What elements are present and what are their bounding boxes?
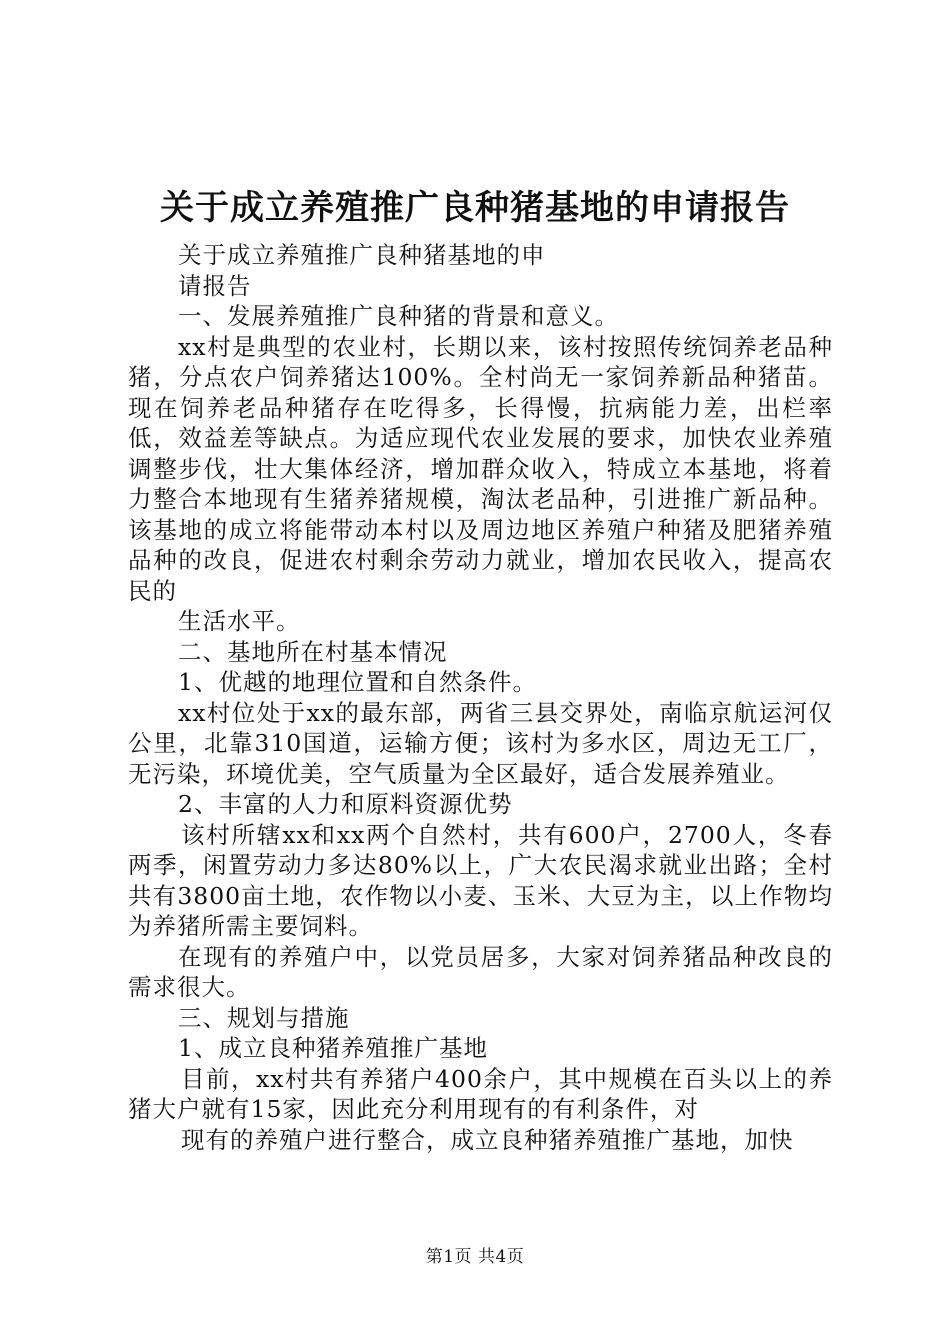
paragraph: 生活水平。 xyxy=(178,607,301,635)
subsection-heading: 1、优越的地理位置和自然条件。 xyxy=(178,668,537,696)
page-footer: 第1页 共4页 xyxy=(425,1247,525,1267)
paragraph: xx村位处于xx的最东部，两省三县交界处，南临京航运河仅公里，北靠310国道，运输方便；该村为多水区，周边无工厂，无污染，环境优美，空气质量为全区最好，适合发展养殖业。 xyxy=(128,698,833,788)
document-body xyxy=(128,240,833,1155)
subsection-heading: 1、成立良种猪养殖推广基地 xyxy=(178,1034,488,1062)
paragraph: 目前，xx村共有养猪户400余户，其中规模在百头以上的养猪大户就有15家，因此充分利用现有的有利条件，对 xyxy=(128,1064,833,1123)
subsection-heading: 2、丰富的人力和原料资源优势 xyxy=(178,790,513,818)
section-heading: 二、基地所在村基本情况 xyxy=(178,637,448,666)
paragraph: 请报告 xyxy=(178,271,252,300)
paragraph: 现有的养殖户进行整合，成立良种猪养殖推广基地，加快 xyxy=(181,1125,794,1154)
paragraph: xx村是典型的农业村，长期以来，该村按照传统饲养老品种猪，分点农户饲养猪达100%。全村尚无一家饲养新品种猪苗。现在饲养老品种猪存在吃得多，长得慢，抗病能力差，出栏率低，效益差等缺点。为适应现代农业发展的要求，加快农业养殖调整步伐，壮大集体经济，增加群众收入，特成立本基地，将着力整合本地现有生猪养猪规模，淘汰老品种，引进推广新品种。该基地的成立将能带动本村以及周边地区养殖户种猪及肥猪养殖品种的改良，促进农村剩余劳动力就业，增加农民收入，提高农民的 xyxy=(128,332,833,605)
section-heading: 三、规划与措施 xyxy=(178,1003,350,1032)
paragraph: 该村所辖xx和xx两个自然村，共有600户，2700人，冬春两季，闲置劳动力多达80%以上，广大农民渴求就业出路；全村共有3800亩土地，农作物以小麦、玉米、大豆为主，以上作物均为养猪所需主要饲料。 xyxy=(128,820,833,940)
document-title: 关于成立养殖推广良种猪基地的申请报告 xyxy=(160,188,790,228)
paragraph: 在现有的养殖户中，以党员居多，大家对饲养猪品种改良的需求很大。 xyxy=(128,942,833,1001)
section-heading: 一、发展养殖推广良种猪的背景和意义。 xyxy=(178,302,619,330)
paragraph: 关于成立养殖推广良种猪基地的申 xyxy=(178,241,546,269)
